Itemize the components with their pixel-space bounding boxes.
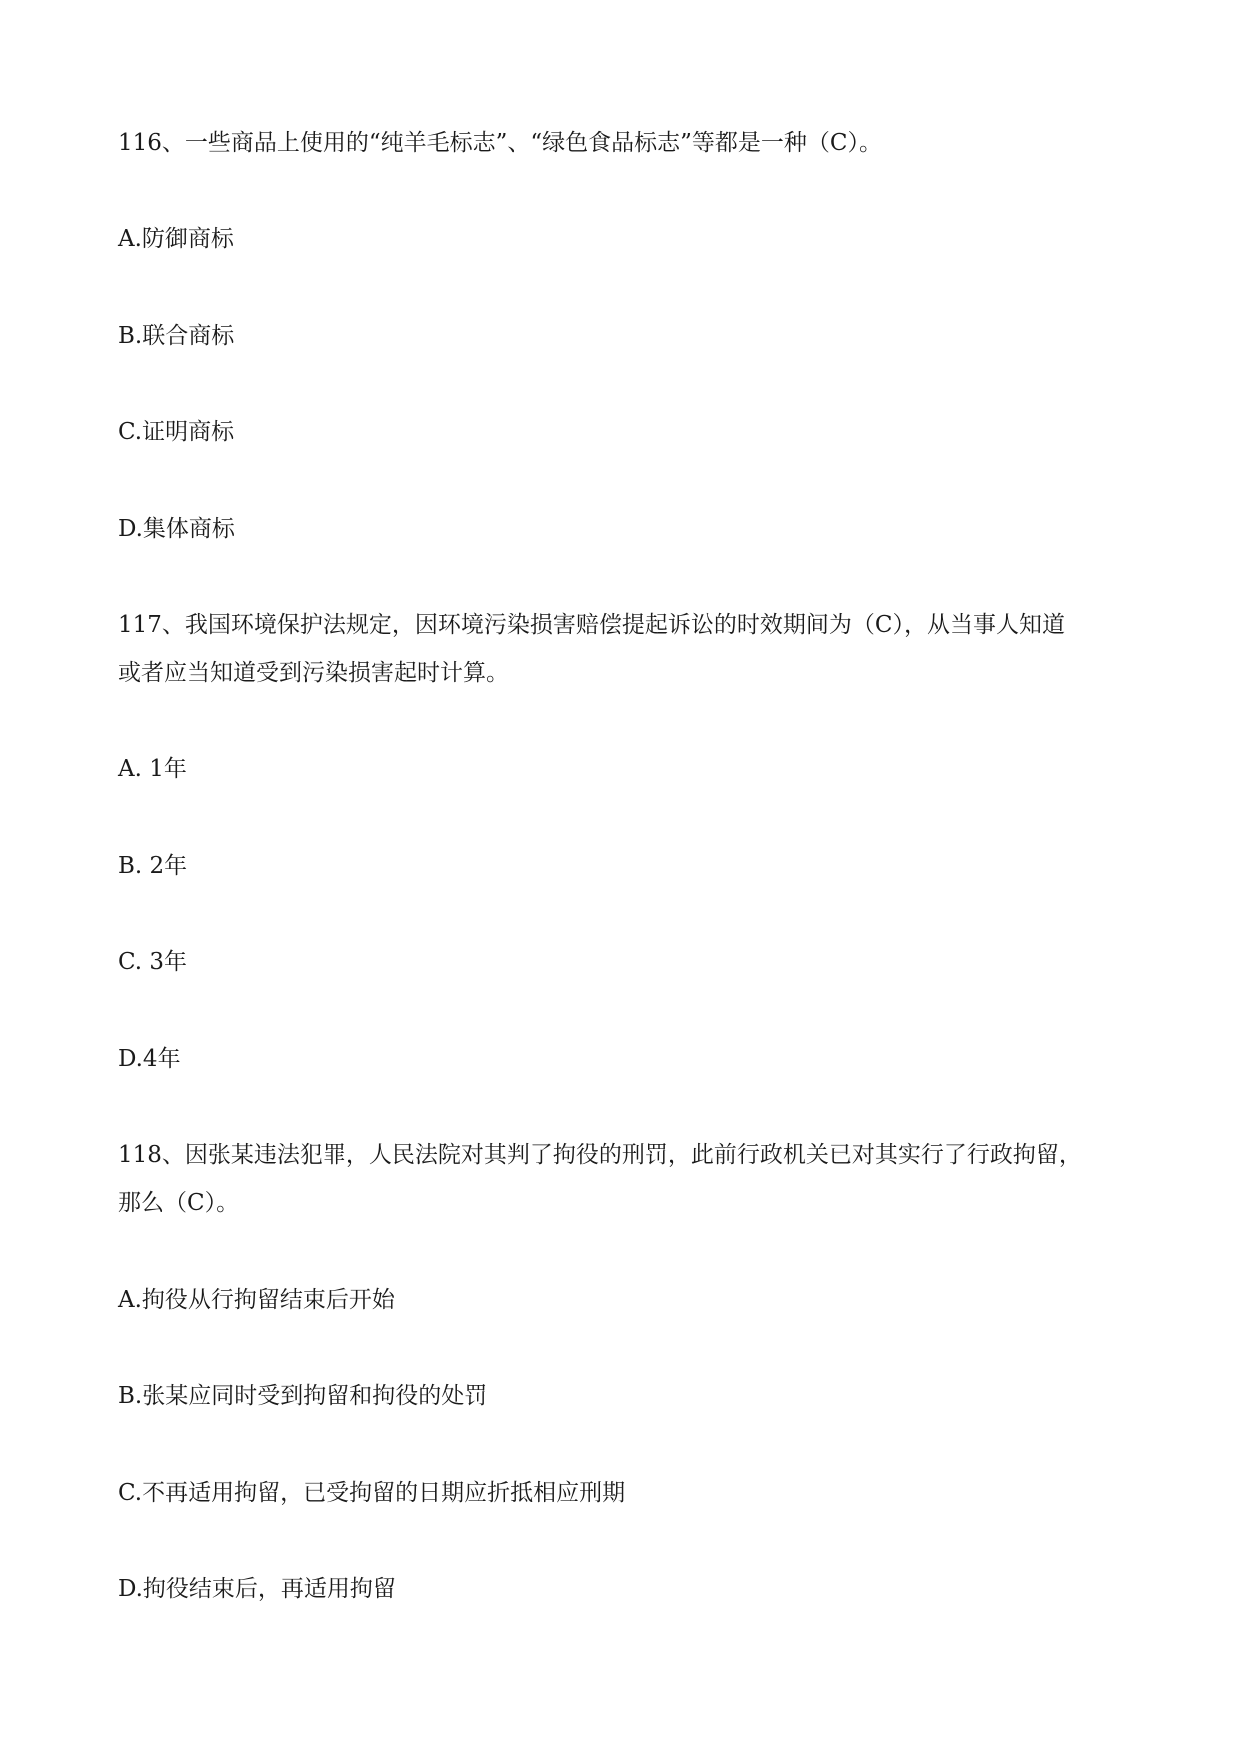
question-117-option-b: B. 2年 bbox=[118, 853, 188, 879]
question-116-option-b: B.联合商标 bbox=[118, 323, 235, 349]
question-117-stem-line-1: 117、我国环境保护法规定，因环境污染损害赔偿提起诉讼的时效期间为（C），从当事人知道 bbox=[118, 612, 1065, 638]
question-116-option-d: D.集体商标 bbox=[118, 516, 235, 542]
question-118-stem-line-1: 118、因张某违法犯罪，人民法院对其判了拘役的刑罚，此前行政机关已对其实行了行政拘留， bbox=[118, 1142, 1082, 1168]
question-116-stem: 116、一些商品上使用的“纯羊毛标志”、“绿色食品标志”等都是一种（C）。 bbox=[118, 130, 883, 156]
question-117-stem-line-2: 或者应当知道受到污染损害起时计算。 bbox=[118, 660, 509, 686]
question-118-option-d: D.拘役结束后，再适用拘留 bbox=[118, 1576, 396, 1602]
question-118-option-b: B.张某应同时受到拘留和拘役的处罚 bbox=[118, 1383, 488, 1409]
question-118-stem-line-2: 那么（C）。 bbox=[118, 1190, 240, 1216]
question-117-option-a: A. 1年 bbox=[118, 756, 187, 782]
question-117-option-c: C. 3年 bbox=[118, 949, 188, 975]
question-116-option-a: A.防御商标 bbox=[118, 226, 234, 252]
question-118-option-c: C.不再适用拘留，已受拘留的日期应折抵相应刑期 bbox=[118, 1480, 626, 1506]
question-118-option-a: A.拘役从行拘留结束后开始 bbox=[118, 1287, 395, 1313]
question-117-option-d: D.4年 bbox=[118, 1046, 181, 1072]
question-116-option-c: C.证明商标 bbox=[118, 419, 235, 445]
